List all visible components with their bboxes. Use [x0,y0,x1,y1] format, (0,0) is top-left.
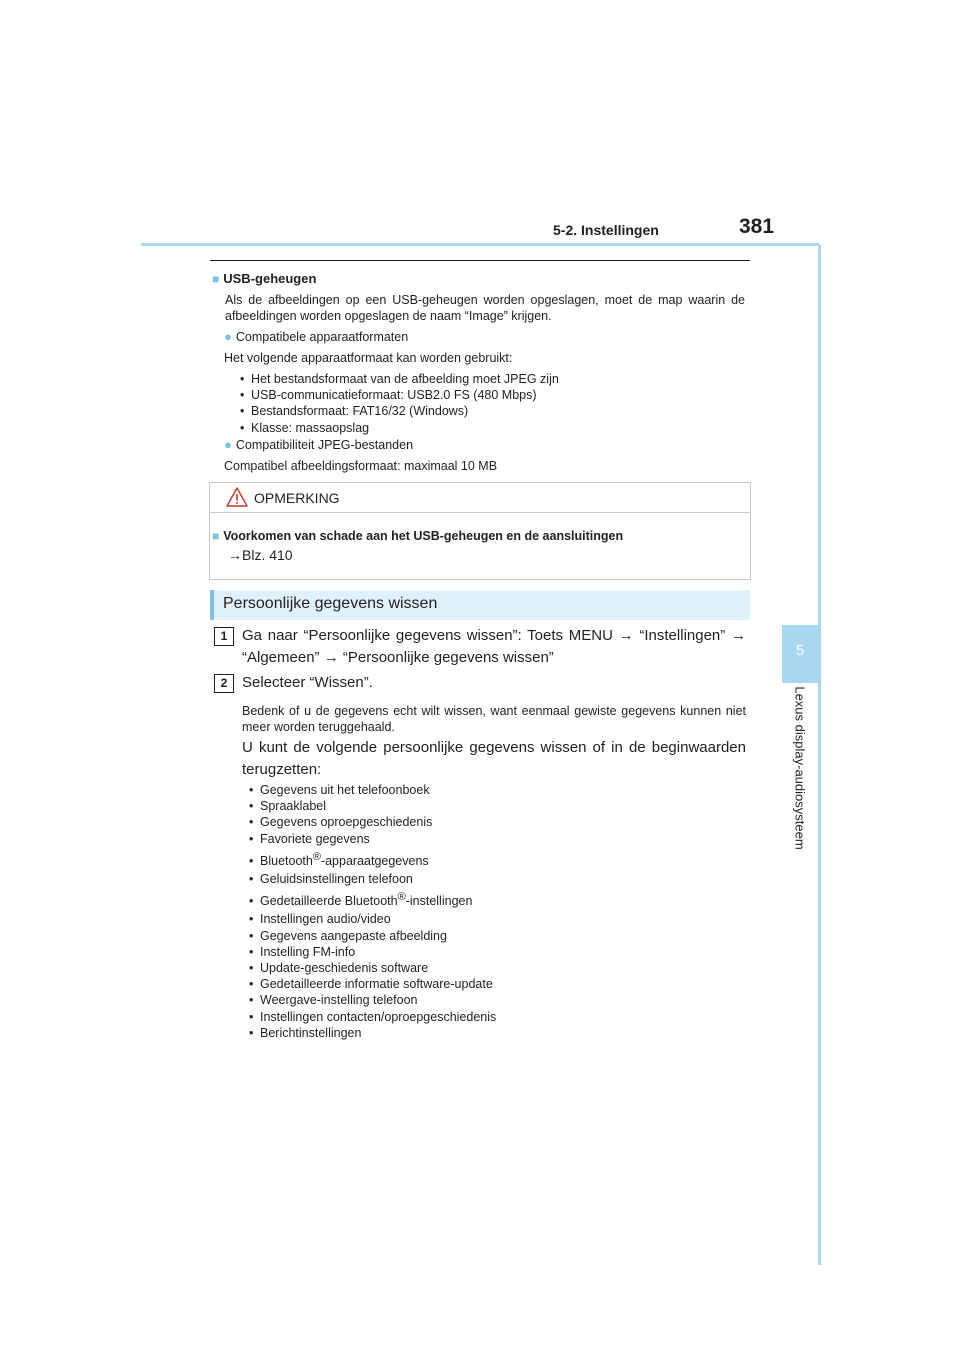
list-item: • Gegevens oproepgeschiedenis [249,814,496,830]
usb-intro: Als de afbeeldingen op een USB-geheugen worden opgeslagen, moet de map waarin de afbeeldingen worden opgeslagen de naam “Image” krijgen. [225,293,745,323]
square-bullet-icon: ■ [212,529,220,543]
note-item-title-text: Voorkomen van schade aan het USB-geheugen en de aansluitingen [223,529,624,543]
registered-mark: ® [397,891,406,904]
usb-heading-text: USB-geheugen [223,271,317,286]
jpeg-heading-text: Compatibiliteit JPEG-bestanden [235,438,414,452]
warning-text: Bedenk of u de gegevens echt wilt wissen, want eenmaal gewiste gegevens kunnen niet meer worden teruggehaald. [242,704,746,734]
bluetooth2-suffix: -instellingen [405,894,473,909]
compat-heading [224,329,408,345]
page-number: 381 [739,215,775,238]
note-divider [209,512,750,513]
circle-bullet-icon: ● [224,329,232,344]
list-item: • Gegevens uit het telefoonboek [249,782,496,798]
jpeg-text: Compatibel afbeeldingsformaat: maximaal 10 MB [224,459,498,473]
note-ref-link[interactable]: Blz. 410 [242,547,293,563]
data-items-list [249,782,496,1041]
compat-list [240,371,559,436]
step-number-1: 1 [214,627,234,646]
list-item: • Geluidsinstellingen telefoon [249,871,496,887]
usb-heading [212,271,316,287]
bluetooth2-label: Gedetailleerde Bluetooth [260,894,398,909]
compat-intro: Het volgende apparaatformaat kan worden gebruikt: [224,351,513,365]
warning-triangle-icon [225,486,249,513]
reset-line1: U kunt de volgende persoonlijke gegevens wissen of in de beginwaarden [242,739,746,756]
step2-text: Selecteer “Wissen”. [242,674,373,691]
compat-heading-text: Compatibele apparaatformaten [235,330,409,344]
list-item: • Spraaklabel [249,798,496,814]
note-ref [228,547,293,563]
list-item: • Update-geschiedenis software [249,960,496,976]
chapter-title: Lexus display-audiosysteem [792,686,808,850]
list-item: • Weergave-instelling telefoon [249,992,496,1008]
square-bullet-icon: ■ [212,272,220,286]
header-rule [141,243,819,246]
list-item [249,847,496,871]
list-item [249,887,496,911]
list-item: • Gegevens aangepaste afbeelding [249,928,496,944]
list-item: • Berichtinstellingen [249,1025,496,1041]
jpeg-heading [224,437,413,453]
note-item-title [212,528,623,544]
content-top-rule [210,260,750,261]
step-number-2: 2 [214,674,234,693]
list-item: • Bestandsformaat: FAT16/32 (Windows) [240,403,559,419]
list-item: • Favoriete gegevens [249,831,496,847]
registered-mark: ® [312,850,321,863]
note-label: OPMERKING [254,490,340,506]
list-item: • USB-communicatieformaat: USB2.0 FS (480 Mbps) [240,387,559,403]
list-item: • Klasse: massaopslag [240,420,559,436]
circle-bullet-icon: ● [224,437,232,452]
list-item: • Gedetailleerde informatie software-update [249,976,496,992]
section-title: Persoonlijke gegevens wissen [223,595,438,612]
bluetooth-label: Bluetooth [260,853,313,868]
step1-line1: Ga naar “Persoonlijke gegevens wissen”: Toets MENU → “Instellingen” → [242,627,746,644]
reset-line2: terugzetten: [242,761,322,778]
list-item: • Het bestandsformaat van de afbeelding moet JPEG zijn [240,371,559,387]
section-bar-accent [210,590,214,620]
side-rule [818,245,821,1265]
list-item: • Instellingen audio/video [249,911,496,927]
arrow-right-icon: → [228,547,242,563]
list-item: • Instelling FM-info [249,944,496,960]
step1-line2: “Algemeen” → “Persoonlijke gegevens wissen” [242,649,554,666]
chapter-number: 5 [795,642,805,659]
header-section-title: 5-2. Instellingen [553,222,659,238]
bluetooth-suffix: -apparaatgegevens [320,853,429,868]
list-item: • Instellingen contacten/oproepgeschiedenis [249,1009,496,1025]
